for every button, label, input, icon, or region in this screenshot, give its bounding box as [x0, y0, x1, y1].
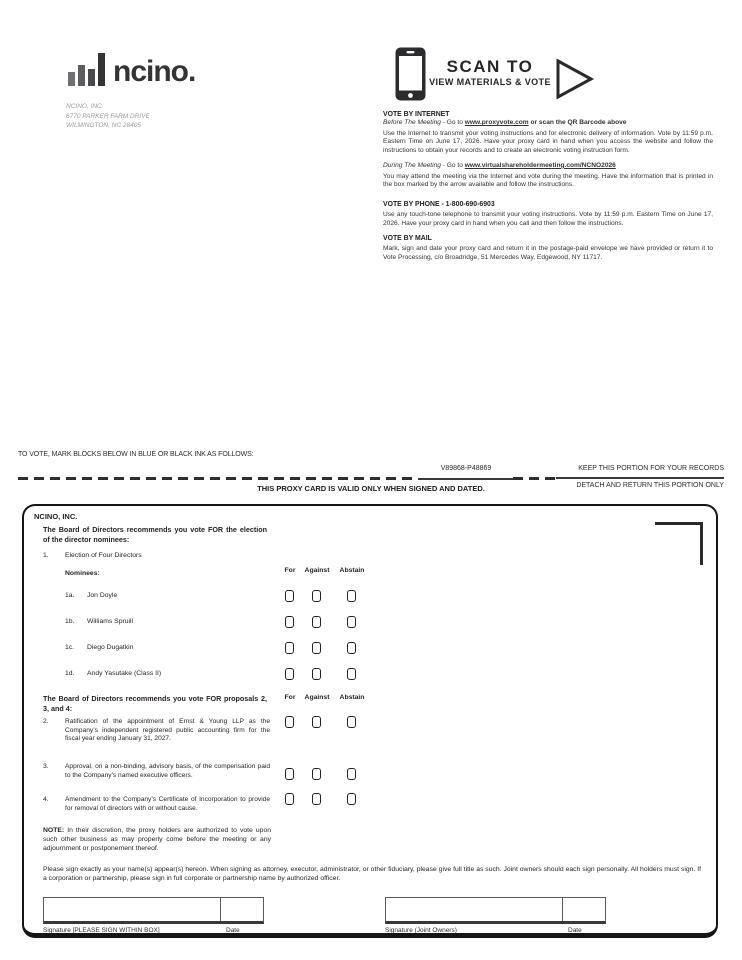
proposal-2-number: 2.: [43, 718, 49, 725]
nominee-1b-for-checkbox[interactable]: [285, 616, 294, 628]
smartphone-icon: [395, 47, 426, 106]
nominee-1c-number: 1c.: [65, 644, 75, 651]
proposal-3-for-checkbox[interactable]: [285, 768, 294, 780]
signature-label-primary: Signature [PLEASE SIGN WITHIN BOX]: [43, 927, 160, 934]
logo-bar: [98, 53, 105, 86]
scan-to-block: [428, 58, 552, 87]
logo-bar: [78, 65, 85, 86]
signature-box-primary: [43, 897, 264, 924]
proxy-voting-card: [22, 504, 718, 938]
vote-internet-heading: VOTE BY INTERNET: [383, 111, 450, 118]
note-text: In their discretion, the proxy holders are authorized to vote upon such other business as may properly come before the meeting or any adjournment or postponement thereof.: [43, 827, 271, 852]
before-meeting-rest: or scan the QR Barcode above: [528, 119, 627, 126]
nominee-1c-for-checkbox[interactable]: [285, 642, 294, 654]
board-recommendation-1: The Board of Directors recommends you vote FOR the election of the director nominees:: [43, 525, 267, 544]
mark-blocks-instruction: TO VOTE, MARK BLOCKS BELOW IN BLUE OR BLACK INK AS FOLLOWS:: [18, 451, 254, 458]
nominee-1b-abstain-checkbox[interactable]: [347, 616, 356, 628]
nominee-1c-abstain-checkbox[interactable]: [347, 642, 356, 654]
nominee-1a-for-checkbox[interactable]: [285, 590, 294, 602]
date-label-joint: Date: [568, 927, 582, 934]
nominee-1d-name: Andy Yasutake (Class II): [87, 670, 162, 677]
proposal-3-number: 3.: [43, 763, 49, 770]
proposal-2-abstain-checkbox[interactable]: [347, 716, 356, 728]
board-recommendation-2: The Board of Directors recommends you vote FOR proposals 2, 3, and 4:: [43, 694, 267, 713]
column-header-against: Against: [304, 567, 330, 574]
nominee-1a-abstain-checkbox[interactable]: [347, 590, 356, 602]
corner-mark-icon: [700, 522, 703, 565]
nominee-1d-number: 1d.: [65, 670, 75, 677]
note-paragraph: [43, 826, 271, 853]
arrow-triangle-icon: [553, 58, 595, 105]
column-header-for: For: [284, 694, 296, 701]
detach-dashed-line: [18, 477, 418, 480]
proposal-4-number: 4.: [43, 796, 49, 803]
ncino-logo: [68, 53, 195, 86]
before-meeting-mid: - Go to: [440, 119, 465, 126]
nominee-1b-number: 1b.: [65, 618, 75, 625]
corner-mark-icon: [655, 522, 703, 525]
logo-wordmark: ncino.: [113, 55, 196, 88]
vote-methods: [383, 110, 713, 269]
nominee-1a-number: 1a.: [65, 592, 75, 599]
signature-field-joint[interactable]: [386, 898, 563, 921]
item-1-text: Election of Four Directors: [65, 552, 142, 559]
before-meeting-line: [383, 119, 713, 128]
nominee-1d-against-checkbox[interactable]: [312, 668, 321, 680]
nominee-1b-against-checkbox[interactable]: [312, 616, 321, 628]
proposal-2-against-checkbox[interactable]: [312, 716, 321, 728]
note-label: NOTE:: [43, 827, 65, 834]
vote-internet-para: Use the Internet to transmit your voting instructions and for electronic delivery of information. Vote by 11:59 p.m. Eastern Time on June 17, 2026. Have your proxy card in hand when you access the website and follow the instructions to obtain your records and to create an electronic voting instruction form.: [383, 129, 713, 155]
proposal-3-abstain-checkbox[interactable]: [347, 768, 356, 780]
card-company-name: NCINO, INC.: [34, 512, 78, 521]
during-meeting-mid: - Go to: [440, 161, 465, 169]
nominee-1d-abstain-checkbox[interactable]: [347, 668, 356, 680]
column-header-for: For: [284, 567, 296, 574]
before-meeting-label: Before The Meeting: [383, 119, 441, 126]
keep-portion-text: KEEP THIS PORTION FOR YOUR RECORDS: [578, 465, 724, 472]
signature-label-joint: Signature (Joint Owners): [385, 927, 457, 934]
valid-when-signed-notice: THIS PROXY CARD IS VALID ONLY WHEN SIGNED AND DATED.: [257, 484, 485, 493]
proxyvote-link[interactable]: www.proxyvote.com: [464, 119, 529, 126]
proposal-3-text: Approval, on a non-binding, advisory basis, of the compensation paid to the Company’s named executive officers.: [65, 763, 270, 779]
column-header-against: Against: [304, 694, 330, 701]
during-meeting-label: During The Meeting: [383, 161, 441, 169]
nominees-label: Nominees:: [65, 570, 100, 577]
logo-bar: [68, 72, 75, 86]
vote-mail-heading: VOTE BY MAIL: [383, 235, 432, 243]
sign-instructions: Please sign exactly as your name(s) appear(s) hereon. When signing as attorney, executor, administrator, or other fiduciary, please give full title as such. Joint owners should each sign personally. All holders must sign. If a corporation or partnership, please sign in full corporate or partnership name by authorized officer.: [43, 866, 701, 882]
address-line: WILMINGTON, NC 28405: [66, 122, 142, 129]
date-label-primary: Date: [226, 927, 240, 934]
ncino-logo-bars-icon: [68, 53, 105, 86]
item-1-number: 1.: [43, 552, 49, 559]
nominee-1c-name: Diego Dugatkin: [87, 644, 134, 651]
vote-phone-para: Use any touch-tone telephone to transmit your voting instructions. Vote by 11:59 p.m. Eastern Time on June 17, 2026. Have your proxy card in hand when you call and then follow the instructions.: [383, 210, 713, 227]
date-field-joint[interactable]: [563, 898, 605, 921]
company-address: [66, 102, 150, 131]
detach-portion-text: DETACH AND RETURN THIS PORTION ONLY: [576, 482, 724, 489]
address-line: 6770 PARKER FARM DRIVE: [66, 112, 150, 120]
address-line: NCINO, INC: [66, 103, 102, 110]
proposal-2-for-checkbox[interactable]: [285, 716, 294, 728]
scan-to-title: SCAN TO: [446, 57, 534, 76]
nominee-1b-name: Williams Spruill: [87, 618, 134, 625]
vote-mail-para: Mark, sign and date your proxy card and return it in the postage-paid envelope we have provided or return it to Vote Processing, c/o Broadridge, 51 Mercedes Way, Edgewood, NY 11717.: [383, 245, 713, 262]
during-meeting-line: [383, 162, 713, 171]
date-field-primary[interactable]: [221, 898, 263, 921]
proposal-4-text: Amendment to the Company’s Certificate of Incorporation to provide for removal of directors with or without cause.: [65, 796, 270, 812]
virtual-meeting-link[interactable]: www.virtualshareholdermeeting.com/NCNO2026: [464, 161, 616, 169]
control-number-underline: [418, 478, 513, 480]
proposal-4-for-checkbox[interactable]: [285, 793, 294, 805]
vote-phone-heading: VOTE BY PHONE - 1-800-690-6903: [383, 200, 495, 208]
nominee-1a-against-checkbox[interactable]: [312, 590, 321, 602]
signature-field-primary[interactable]: [44, 898, 221, 921]
proposal-2-text: Ratification of the appointment of Ernst & Young LLP as the Company’s independent registered public accounting firm for the fiscal year ending January 31, 2027.: [65, 718, 270, 743]
column-header-abstain: Abstain: [339, 567, 365, 574]
proposal-3-against-checkbox[interactable]: [312, 768, 321, 780]
column-header-abstain: Abstain: [339, 694, 365, 701]
proposal-4-abstain-checkbox[interactable]: [347, 793, 356, 805]
detach-dashed-line: [513, 477, 556, 480]
nominee-1d-for-checkbox[interactable]: [285, 668, 294, 680]
keep-portion-underline: [556, 477, 724, 479]
signature-box-joint: [385, 897, 606, 924]
logo-bar: [88, 69, 95, 86]
control-number: V89868-P48869: [440, 465, 492, 472]
nominee-1c-against-checkbox[interactable]: [312, 642, 321, 654]
vote-during-para: You may attend the meeting via the Internet and vote during the meeting. Have the information that is printed in the box marked by the arrow available and follow the instructions.: [383, 172, 713, 189]
nominee-1a-name: Jon Doyle: [87, 592, 118, 599]
proposal-4-against-checkbox[interactable]: [312, 793, 321, 805]
scan-to-subtitle: VIEW MATERIALS & VOTE: [429, 77, 551, 87]
